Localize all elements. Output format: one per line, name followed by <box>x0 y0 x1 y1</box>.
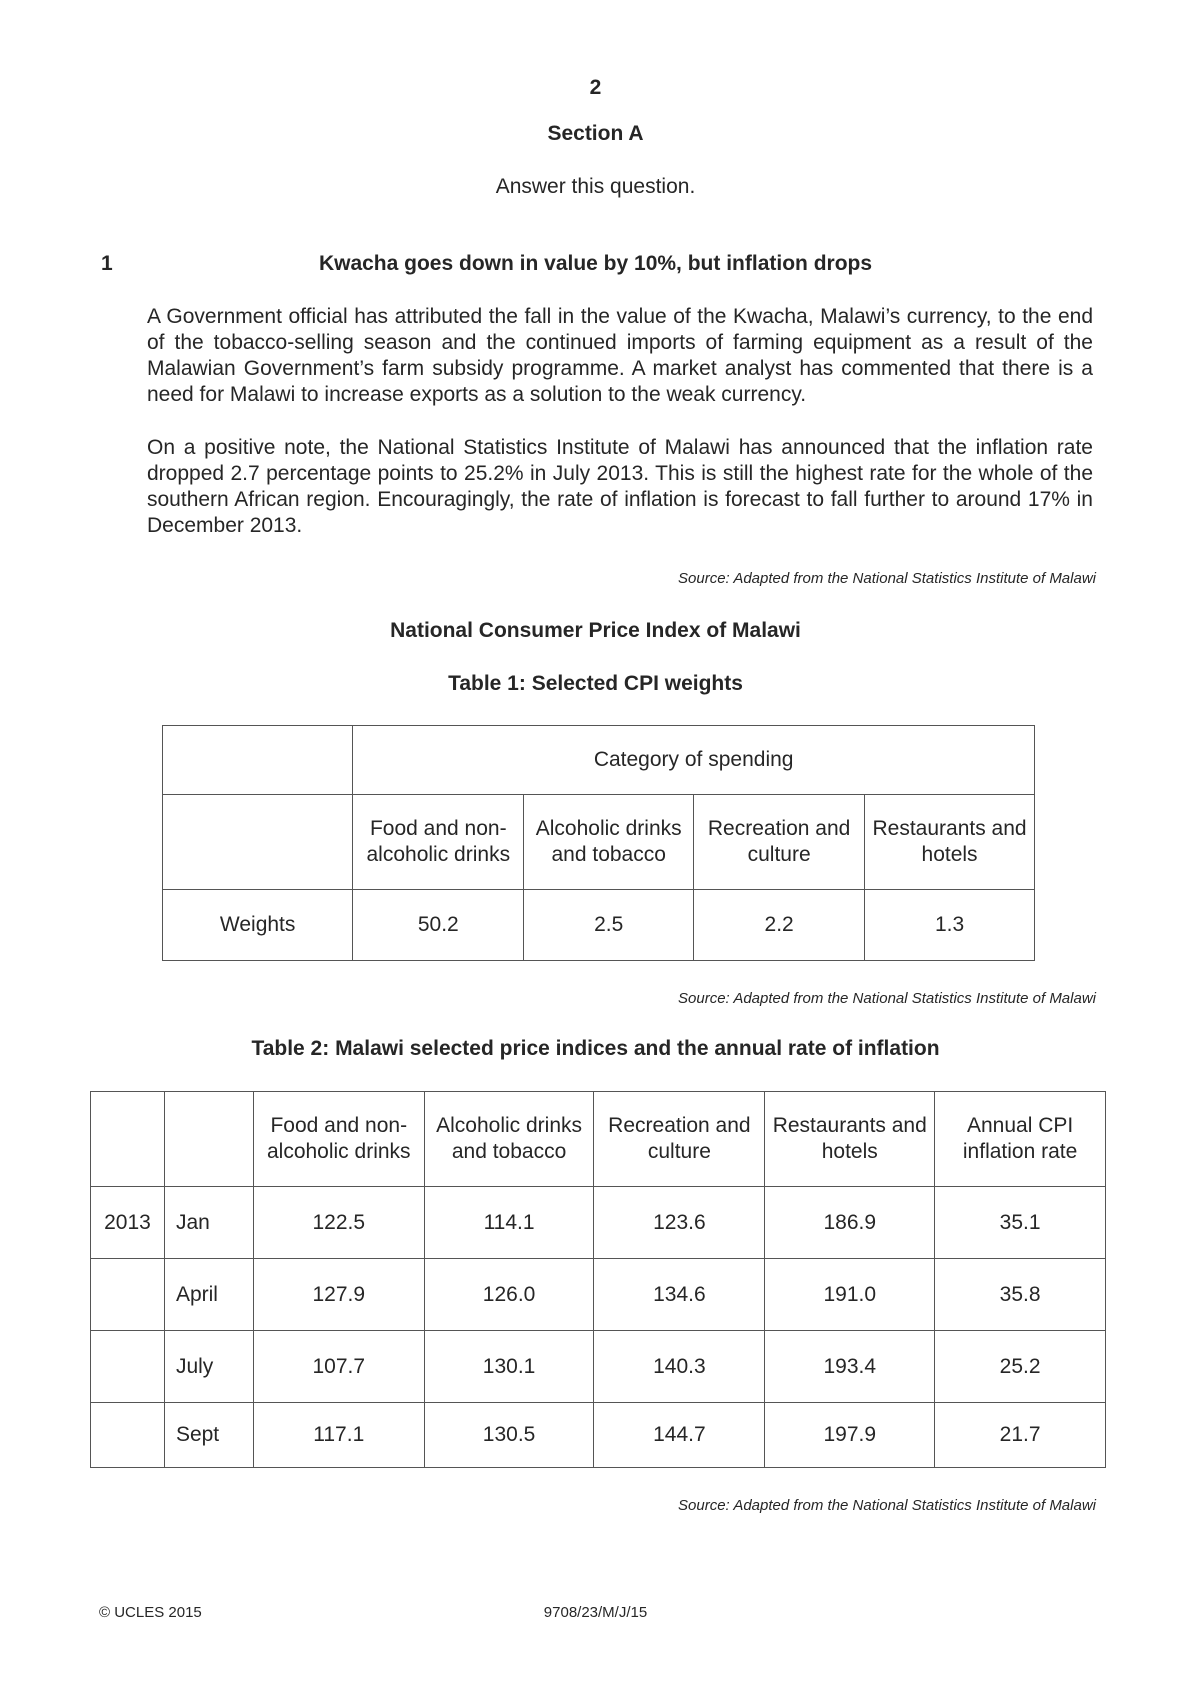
value-cell: 123.6 <box>594 1187 765 1259</box>
value-cell: 130.5 <box>424 1403 594 1468</box>
table2-empty-cell <box>91 1092 165 1187</box>
table1-col-header: Recreation and culture <box>694 795 865 890</box>
month-cell: Sept <box>164 1403 253 1468</box>
table1-col-header: Food and non-alcoholic drinks <box>353 795 524 890</box>
table2-header-row <box>91 1092 1106 1187</box>
table1-header-row <box>163 795 1035 890</box>
table1-cell: 2.2 <box>694 890 865 961</box>
table1-weights-row <box>163 890 1035 961</box>
cpi-title: National Consumer Price Index of Malawi <box>390 619 801 642</box>
table1-cell: 50.2 <box>353 890 524 961</box>
value-cell: 197.9 <box>765 1403 935 1468</box>
table2-title: Table 2: Malawi selected price indices and the annual rate of inflation <box>251 1037 940 1060</box>
footer-copyright: © UCLES 2015 <box>99 1604 202 1621</box>
value-cell: 107.7 <box>253 1331 424 1403</box>
month-cell: April <box>164 1259 253 1331</box>
year-cell <box>91 1331 165 1403</box>
table1-empty-cell <box>163 795 353 890</box>
value-cell: 114.1 <box>424 1187 594 1259</box>
footer-code: 9708/23/M/J/15 <box>543 1604 648 1621</box>
table2-empty-cell <box>164 1092 253 1187</box>
table1-cell: 1.3 <box>865 890 1035 961</box>
table-row <box>91 1331 1106 1403</box>
table2-col-header: Food and non-alcoholic drinks <box>253 1092 424 1187</box>
table1-category-header: Category of spending <box>353 726 1035 795</box>
value-cell: 191.0 <box>765 1259 935 1331</box>
table1-col-header: Alcoholic drinks and tobacco <box>524 795 694 890</box>
value-cell: 144.7 <box>594 1403 765 1468</box>
value-cell: 35.1 <box>935 1187 1106 1259</box>
table-row <box>91 1259 1106 1331</box>
table1-row-label: Weights <box>163 890 353 961</box>
year-cell <box>91 1403 165 1468</box>
table1-title: Table 1: Selected CPI weights <box>448 672 743 695</box>
table1-category-row <box>163 726 1035 795</box>
year-cell <box>91 1259 165 1331</box>
month-cell: Jan <box>164 1187 253 1259</box>
source-table1: Source: Adapted from the National Statistics Institute of Malawi <box>678 990 1096 1007</box>
value-cell: 186.9 <box>765 1187 935 1259</box>
question-headline: Kwacha goes down in value by 10%, but inflation drops <box>318 252 873 275</box>
section-title: Section A <box>547 122 644 145</box>
source-table2: Source: Adapted from the National Statistics Institute of Malawi <box>678 1497 1096 1514</box>
source-article: Source: Adapted from the National Statistics Institute of Malawi <box>678 570 1096 587</box>
value-cell: 130.1 <box>424 1331 594 1403</box>
question-number: 1 <box>101 252 113 275</box>
value-cell: 25.2 <box>935 1331 1106 1403</box>
value-cell: 122.5 <box>253 1187 424 1259</box>
value-cell: 35.8 <box>935 1259 1106 1331</box>
table1-col-header: Restaurants and hotels <box>865 795 1035 890</box>
value-cell: 140.3 <box>594 1331 765 1403</box>
year-cell: 2013 <box>91 1187 165 1259</box>
value-cell: 21.7 <box>935 1403 1106 1468</box>
cpi-weights-table <box>162 725 1035 961</box>
table-row <box>91 1403 1106 1468</box>
table-row <box>91 1187 1106 1259</box>
value-cell: 193.4 <box>765 1331 935 1403</box>
price-indices-table <box>90 1091 1106 1468</box>
value-cell: 126.0 <box>424 1259 594 1331</box>
month-cell: July <box>164 1331 253 1403</box>
page-number: 2 <box>589 76 602 99</box>
table1-cell: 2.5 <box>524 890 694 961</box>
table2-col-header: Restaurants and hotels <box>765 1092 935 1187</box>
table2-col-header: Alcoholic drinks and tobacco <box>424 1092 594 1187</box>
table2-col-header: Annual CPI inflation rate <box>935 1092 1106 1187</box>
table1-empty-cell <box>163 726 353 795</box>
value-cell: 134.6 <box>594 1259 765 1331</box>
paragraph-1: A Government official has attributed the fall in the value of the Kwacha, Malawi’s currency, to the end of the tobacco-selling season and the continued imports of farming equipment as a result of the Malawian Government’s farm subsidy programme. A market analyst has commented that there is a need for Malawi to increase exports as a solution to the weak currency. <box>147 305 1093 406</box>
value-cell: 127.9 <box>253 1259 424 1331</box>
table2-col-header: Recreation and culture <box>594 1092 765 1187</box>
instruction: Answer this question. <box>495 175 696 198</box>
value-cell: 117.1 <box>253 1403 424 1468</box>
paragraph-2: On a positive note, the National Statistics Institute of Malawi has announced that the inflation rate dropped 2.7 percentage points to 25.2% in July 2013. This is still the highest rate for the whole of the southern African region. Encouragingly, the rate of inflation is forecast to fall further to around 17% in December 2013. <box>147 436 1093 537</box>
